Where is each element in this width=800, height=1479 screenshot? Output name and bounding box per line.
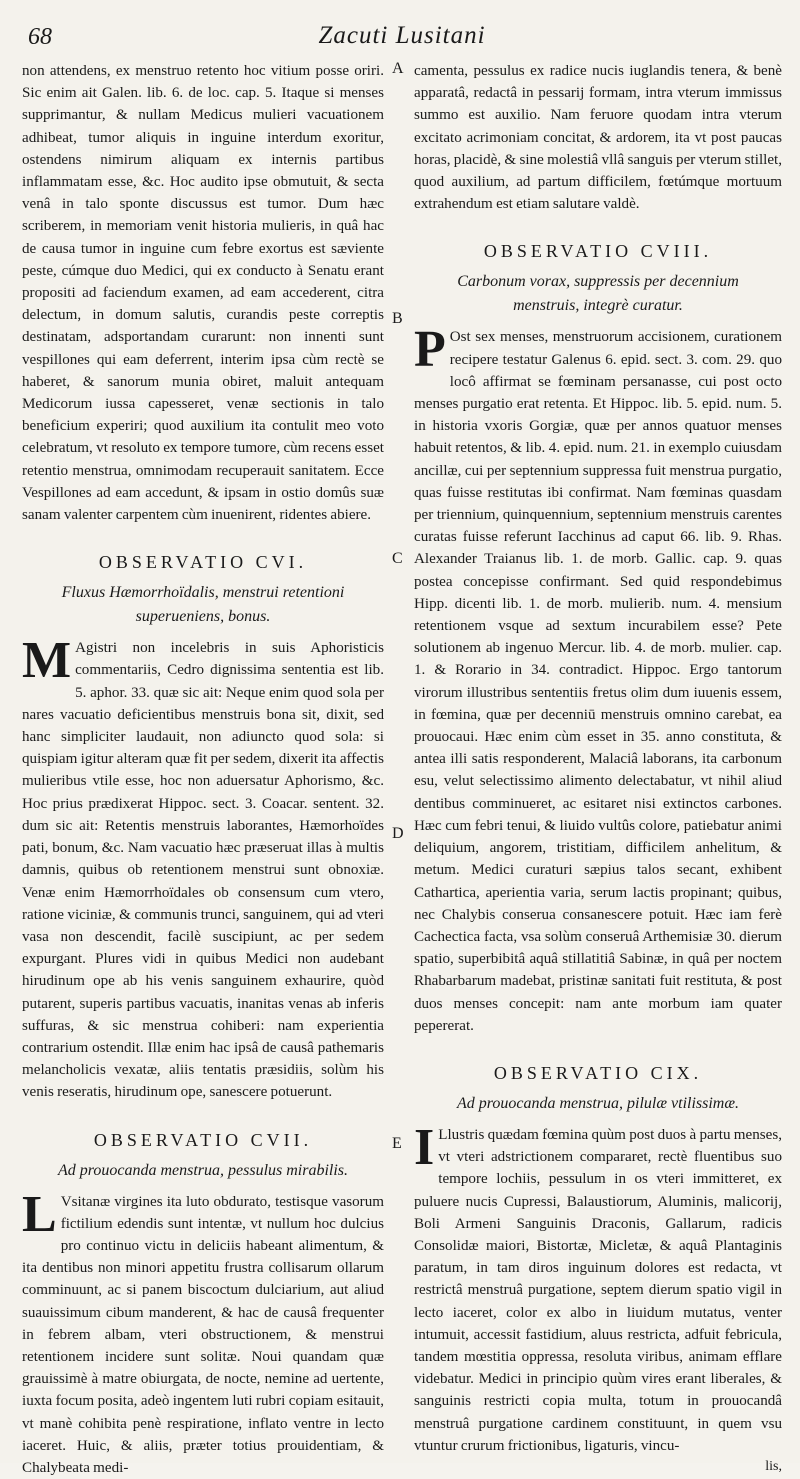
observation-109-body: [414, 1118, 782, 1457]
drop-cap: I: [414, 1118, 435, 1176]
observation-109-title: OBSERVATIO CIX.: [493, 1062, 703, 1083]
margin-section-letters: [384, 60, 414, 1453]
margin-letter-e: E: [392, 1135, 402, 1152]
observation-109-subtitle: Ad prouocanda menstrua, pilulæ vtilissimæ.: [456, 1094, 740, 1112]
continued-paragraph: non attendens, ex menstruo retento hoc vitium posse oriri. Sic enim ait Galen. lib. 6. de loc. cap. 5. Itaque si menses supprimantur, & nullam Medicus mulieri vacuationem adhibeat, tumor aliquis in inguine interdum exoritur, ostendens nimirum aliquam ex internis partibus inflammatam esse, &c. Hoc audito ipse obmutuit, & secta venâ in talo sponte discussus est tumor. Dum hæc scriberem, in memoriam venit historia mulieris, in quâ hac de causa tumor in inguine cum febre exortus est sæviente peste, cúmque duo Medici, qui ex conducto à Senatu erant propositi ad faciendum examen, ad eam accederent, citra delectum, in domum salutis, curandis peste correptis destinatam, adsportandam curarunt: non innenti sunt vespillones qui eam deferrent, interim ipsa cùm rectè se haberet, & sanorum munia obiret, maluit antequam Medicorum iussa capesseret, venæ sectionis in talo beneficium experiri; quod auxilium ita contulit meo voto celebratum, vt resoluto ex tempore tumore, cùm recens esset retentio menstrua, omnimodam recuperauit sanitatem. Ecce Vespillones ad eam accedunt, & ipsam in ostio domûs suæ sanam valenter carpentem cùm inuenirent, ridentes abiere.: [22, 63, 384, 524]
drop-cap: P: [414, 321, 446, 379]
page-header: [22, 10, 782, 58]
observation-107-text: Vsitanæ virgines ita luto obdurato, testisque vasorum fictilium edendis sunt intentæ, vt nullum hoc dulcius pro continuo victu in deliciis habeant alimentum, & ita dentibus non minori appetitu frustra collisarum ollarum comminuunt, ac si panem biscoctum dulciarium, aut aliud suauissimum cibum manderent, & hac de causâ frequenter in febrem albam, vteri obstructionem, & menstrui retentionem incidere sunt solitæ. Noui quandam quæ grauissimè à matre obiurgata, de nocte, nemine ad uertente, iuxta focum posita, adeò ingentem luti rubri copiam esitauit, vt manè cohibita penè respiratione, inflato ventre in lecto iaceret. Huic, & aliis, præter totius prouidentiam, & Chalybeata medi-: [22, 1193, 384, 1476]
drop-cap: L: [22, 1185, 57, 1243]
observation-108-body: [414, 321, 782, 1037]
left-column: [22, 60, 384, 1476]
observation-107-body: [22, 1185, 384, 1479]
continued-paragraph-right: camenta, pessulus ex radice nucis iuglandis tenera, & benè apparatâ, redactâ in pessarij formam, intra vterum immissus summo est auxilio. Nam feruore quodam intra vterum excitato acrimoniam concitat, & ardorem, ita vt post paucas horas, placidè, & sine molestiâ vllâ sanguis per vterum stillet, quod auxilium, ad partum difficilem, fœtúmque mortuum extrahendum est etiam salutare valdè.: [414, 63, 782, 213]
observation-108-title: OBSERVATIO CVIII.: [483, 241, 713, 262]
observation-106-subtitle: Fluxus Hæmorrhoïdalis, menstrui retentioni superueniens, bonus.: [61, 584, 345, 626]
observation-107-subtitle: Ad prouocanda menstrua, pessulus mirabilis.: [57, 1161, 349, 1179]
margin-letter-a: A: [392, 60, 404, 77]
margin-letter-b: B: [392, 310, 403, 327]
catchword: lis,: [765, 1458, 782, 1474]
observation-109-text: Llustris quædam fœmina quùm post duos à partu menses, vt vteri adstrictionem compararet, rectè fluentibus suo tempore lochiis, pessulum in os vteri immitteret, ex puluere nucis Cupressi, Balaustiorum, Aluminis, malicorij, Boli Armeni Sanguinis Draconis, Gallarum, radicis Consolidæ maiori, Bistortæ, Micletæ, & aquâ Plantaginis paratum, in tam diros inguinum dolores est redacta, vt restrictâ menstruâ purgatione, septem dierum spatio vigil in lecto iaceret, color ex albo in liuidum mutatus, venter intumuit, accessit fastidium, aluus restricta, adfuit febricula, tandem mœstitia oppressa, resoluta viribus, animam efflare videbatur. Medici in principio quùm vires erant liberales, & sanguinis restricti copia multa, totum in prouocandâ menstruâ purgatione cardinem constituunt, in quem vsu vtuntur crurum frictionibus, ligaturis, vincu-: [414, 1126, 782, 1454]
running-title: Zacuti Lusitani: [318, 22, 486, 49]
observation-108-subtitle: Carbonum vorax, suppressis per decennium menstruis, integrè curatur.: [457, 273, 739, 315]
margin-letter-d: D: [392, 825, 404, 842]
page-number: 68: [28, 24, 52, 50]
observation-106-body: [22, 632, 384, 1103]
right-column: [414, 60, 782, 1474]
text-columns: [22, 60, 782, 1476]
drop-cap: M: [22, 632, 72, 690]
observation-106-text: Agistri non incelebris in suis Aphoristicis commentariis, Cedro dignissima sententia est lib. 5. aphor. 33. quæ sic ait: Neque enim quod sola per nares vacuatio deficientibus menstruis bona sit, dixit, sed hanc simpliciter laudauit, non adiuncto quod sola: si quispiam igitur alteram quæ fit per sedem, dixerit ita affectis mulieribus vtile esse, hoc non aduersatur Aphorismo, &c. Hoc prius prædixerat Hippoc. sect. 3. Coacar. sentent. 32. dum sic ait: Retentis menstruis laborantes, Hæmorhoïdes pati, bonum, &c. Nam vacuatio hæc præseruat illas à multis damnis, quibus ob retentionem menstrui sunt obnoxiæ. Venæ enim Hæmorrhoïdales ob consensum cum vtero, ratione viciniæ, & communis trunci, sanguinem, qui ad vteri vasa non descendit, facilè suscipiunt, ac per sedem expurgant. Plures vidi in quibus Medici non audebant hirudinum ope ab his venis sanguinem exhaurire, quòd putarent, superis partibus vacuatis, inanitas venas ab inferis suffuras, & sic menstrua cohiberi: nam experientia contrarium ostendit. Illæ enim hac ipsâ de causâ pathemaris melancholicis vexatæ, aliis tentatis præsidiis, solùm his venis reseratis, hirudinum ope, sanescere potuerunt.: [22, 640, 384, 1101]
observation-108-text: Ost sex menses, menstruorum accisionem, curationem recipere testatur Galenus 6. epid. sect. 3. com. 29. quo locô affirmat se fœminam persanasse, cui post octo menses purgatio erat retenta. Et Hippoc. lib. 5. epid. num. 5. in historia vxoris Gorgiæ, quæ per annos quatuor menses habuit retentos, & lib. 4. epid. num. 21. in exemplo cuiusdam ancillæ, cui per septennium suppressa fuit menstrua purgatio, quas fuisse restitutas ibi confirmat. Nam fœminas quasdam per triennium, quinquennium, septennium menstruis carentes curatas fuisse referunt Iacchinus ad caput 66. lib. 9. Rhas. Alexander Traianus lib. 1. de morb. Gallic. cap. 9. quas postea concepisse confirmant. Sed quid respondebimus Hipp. dicenti lib. 1. de morb. mulierib. num. 4. mensium retentionem vsque ad sextum incurabilem esse? Pete solutionem ab ingenuo Mercur. lib. 4. de morb. mulier. cap. 1. & Rorario in 34. contradict. Hippoc. Ergo tantorum virorum illustribus sententiis fretus olim dum iuuenis essem, in fœmina, quæ per decenniū menstruis omnino carebat, ea prouocaui. Hæc enim cùm esset in 35. anno constituta, & antea illi satis responderent, Malaciâ laborans, ita carbonum esu, velut selectissimo alimento delectabatur, vt nihil aliud dentibus comminueret, ac esitaret nisi extinctos carbones. Hæc cum febri tenui, & liuido vultûs colore, patiebatur animi deliquium, angorem, tristitiam, difficilem anhelitum, & metum. Medici curaturi sæpius talos secant, exhibent Cathartica, aperientia varia, serum lactis propinant; quibus, nec Chalybis conserua consanescere potuit. Hæc iam ferè Cachectica facta, vsa solùm conseruâ Arthemisiæ 30. dierum spatio, superbibitâ aquâ stillatitiâ Sabinæ, in quâ per noctem Rhabarbarum madebat, pristinæ sanitati fuit restituta, & post duos menses concepit: nam ante morbum iam quater pepererat.: [414, 329, 782, 1034]
observation-106-title: OBSERVATIO CVI.: [98, 552, 308, 573]
observation-107-title: OBSERVATIO CVII.: [93, 1129, 313, 1150]
margin-letter-c: C: [392, 550, 403, 567]
